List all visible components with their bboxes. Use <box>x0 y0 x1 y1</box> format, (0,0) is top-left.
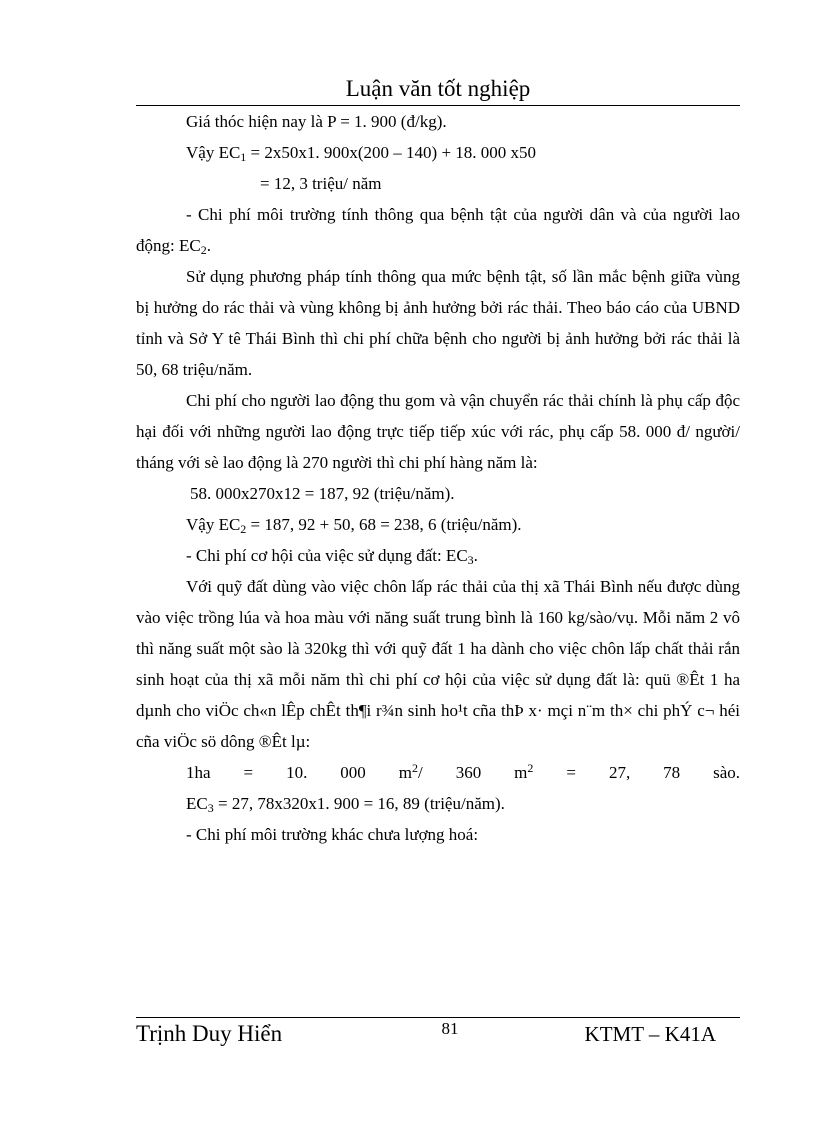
text-line <box>136 819 740 850</box>
paragraph <box>136 199 740 261</box>
text-span: Vậy EC <box>186 515 241 534</box>
text-span: = 27, 78x320x1. 900 = 16, 89 (triệu/năm). <box>213 794 505 813</box>
text-span: Vậy EC <box>186 143 241 162</box>
subscript: 3 <box>467 553 474 567</box>
text-span: 78 <box>663 763 681 782</box>
text-span: / <box>418 763 423 782</box>
text-span: 360 <box>455 763 482 782</box>
footer-class-code: KTMT – K41A <box>584 1022 716 1046</box>
subscript: 3 <box>207 801 214 815</box>
formula-line <box>136 788 740 819</box>
unit-m2 <box>514 763 533 782</box>
subscript: 2 <box>240 522 247 536</box>
paragraph: Sử dụng phương pháp tính thông qua mức bệnh tật, số lần mắc bệnh giữa vùng bị hưởng do rác thải và vùng không bị ảnh hưởng bởi rác thải. Theo báo cáo của UBND tỉnh và Sở Y tê Thái Bình thì chi phí chữa bệnh cho người bị ảnh hưởng bởi rác thải là 50, 68 triệu/năm. <box>136 267 740 379</box>
text-span: Giá thóc hiện nay là P = 1. 900 (đ/kg). <box>186 112 447 131</box>
subscript: 1 <box>240 150 247 164</box>
text-span: EC <box>186 794 208 813</box>
text-span: m <box>514 763 528 782</box>
text-span: - Chi phí cơ hội của việc sử dụng đất: EC <box>186 546 468 565</box>
page-number: 81 <box>441 1019 459 1038</box>
superscript: 2 <box>412 761 418 775</box>
subscript: 2 <box>200 243 207 257</box>
text-span: 27, <box>608 763 631 782</box>
text-span: sào. <box>713 763 741 782</box>
unit-conversion-line <box>136 757 740 788</box>
text-line <box>136 540 740 571</box>
text-span: - Chi phí môi trường khác chưa lượng hoá: <box>186 825 479 844</box>
text-span: m <box>398 763 412 782</box>
paragraph: Chi phí cho người lao động thu gom và vận chuyển rác thải chính là phụ cấp độc hại đối với những người lao động trực tiếp tiếp xúc với rác, phụ cấp 58. 000 đ/ người/ tháng với sè lao động là 270 người thì chi phí hàng năm là: <box>136 391 740 472</box>
footer-author: Trịnh Duy Hiển <box>136 1021 283 1046</box>
text-span: 000 <box>340 763 366 782</box>
running-header: Luận văn tốt nghiệp <box>345 76 531 101</box>
formula-line <box>136 509 740 540</box>
text-line <box>136 106 740 137</box>
text-span: = 2x50x1. 900x(200 – 140) + 18. 000 x50 <box>246 143 537 162</box>
formula-result-line <box>136 168 740 199</box>
text-span: = 187, 92 + 50, 68 = 238, 6 (triệu/năm). <box>246 515 522 534</box>
text-span: 58. 000x270x12 = 187, 92 (triệu/năm). <box>190 484 455 503</box>
text-span: 10. <box>286 763 308 782</box>
text-span: 1ha <box>186 763 211 782</box>
text-span: = 12, 3 triệu/ năm <box>260 174 382 193</box>
formula-line <box>136 137 740 168</box>
calculation-line <box>136 478 740 509</box>
text-span: . <box>206 236 211 255</box>
paragraph: Với quỹ đất dùng vào việc chôn lấp rác thải của thị xã Thái Bình nếu được dùng vào việc trồng lúa và hoa màu với năng suất trung bình là 160 kg/sào/vụ. Mỗi năm 2 vô thì năng suất một sào là 320kg thì với quỹ đất 1 ha dành cho việc chôn lấp chất thải rắn sinh hoạt của thị xã mỗi năm thì chi phí cơ hội của việc sử dụng đất là: quü ®Êt 1 ha dµnh cho viÖc ch«n lÊp chÊt th¶i r¾n sinh ho¹t cña thÞ x· mçi n¨m th× chi phÝ c¬ héi cña viÖc sö dông ®Êt lµ: <box>136 577 740 751</box>
superscript: 2 <box>527 761 534 775</box>
body-text <box>136 106 740 850</box>
text-span: = <box>566 763 576 782</box>
text-span: = <box>243 763 254 782</box>
unit-m2 <box>399 763 423 782</box>
text-span: . <box>473 546 478 565</box>
text-span: - Chi phí môi trường tính thông qua bệnh tật của người dân và của người lao động: EC <box>136 205 740 255</box>
